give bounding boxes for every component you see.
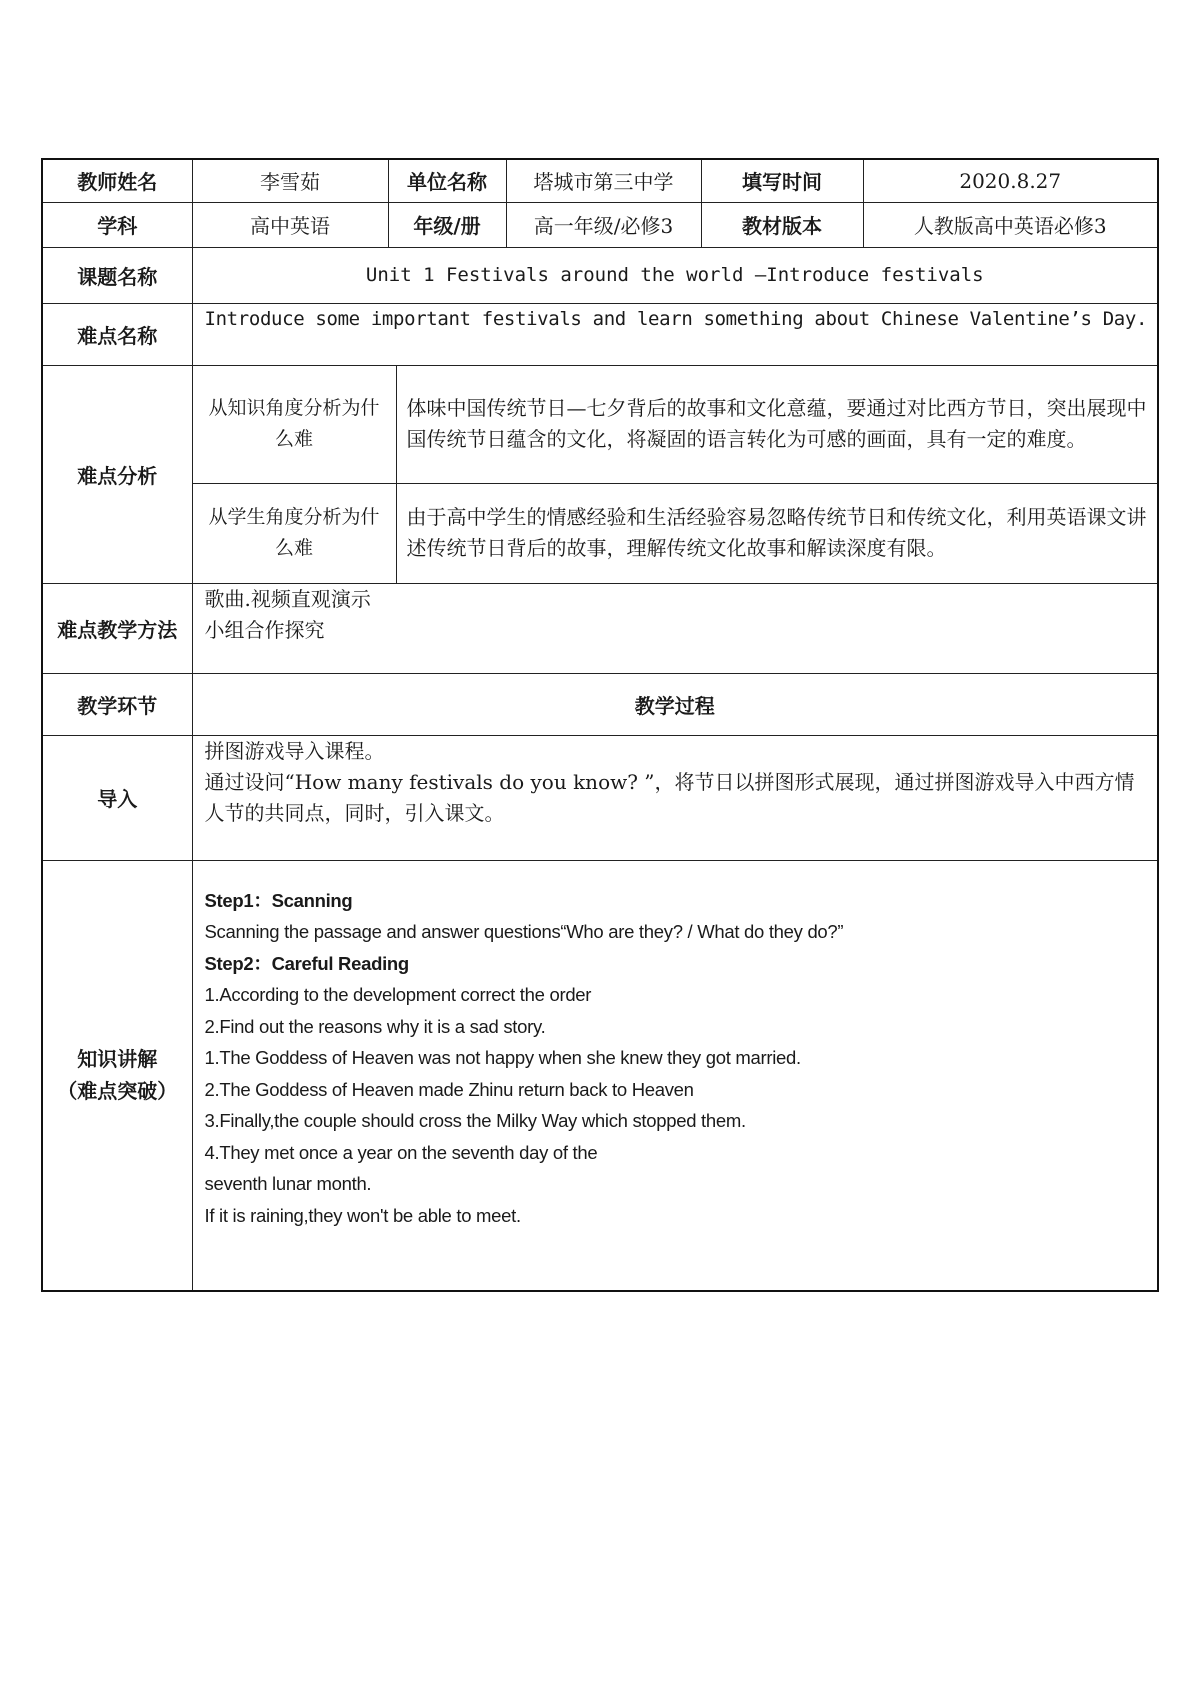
info-row-2 — [42, 202, 1158, 247]
intro-line: 拼图游戏导入课程。 — [204, 738, 385, 763]
difficulty-row — [42, 303, 1158, 365]
subject-label: 学科 — [42, 202, 192, 247]
topic-value: Unit 1 Festivals around the world —Introduce festivals — [192, 247, 1158, 303]
unit-value: 塔城市第三中学 — [506, 159, 701, 202]
student-angle-label: 从学生角度分析为什么难 — [192, 483, 396, 583]
date-value: 2020.8.27 — [863, 159, 1158, 202]
knowledge-line: 2.The Goddess of Heaven made Zhinu return back to Heaven — [204, 1078, 694, 1100]
topic-label: 课题名称 — [42, 247, 192, 303]
student-angle-text: 由于高中学生的情感经验和生活经验容易忽略传统节日和传统文化，利用英语课文讲述传统节日背后的故事，理解传统文化故事和解读深度有限。 — [396, 483, 1158, 583]
step1-heading: Step1：Scanning — [204, 889, 353, 911]
analysis-label: 难点分析 — [42, 365, 192, 583]
knowledge-row — [42, 860, 1158, 1291]
knowledge-line: Scanning the passage and answer questions“Who are they? / What do they do?” — [204, 921, 844, 942]
knowledge-line: 2.Find out the reasons why it is a sad story. — [204, 1015, 546, 1037]
step2-heading: Step2：Careful Reading — [204, 952, 409, 974]
knowledge-content — [192, 860, 1158, 1291]
knowledge-line: 4.They met once a year on the seventh day of the — [204, 1141, 598, 1163]
teacher-value: 李雪茹 — [192, 159, 388, 202]
teacher-label: 教师姓名 — [42, 159, 192, 202]
method-row — [42, 583, 1158, 673]
knowledge-line: 1.The Goddess of Heaven was not happy when she knew they got married. — [204, 1047, 801, 1068]
lesson-table — [41, 158, 1159, 1292]
process-header-row — [42, 673, 1158, 735]
intro-line: 通过设问“How many festivals do you know? ”，将节日以拼图形式展现，通过拼图游戏导入中西方情人节的共同点，同时，引入课文。 — [204, 769, 1135, 825]
method-label: 难点教学方法 — [42, 583, 192, 673]
difficulty-label: 难点名称 — [42, 303, 192, 365]
step-header: 教学环节 — [42, 673, 192, 735]
unit-label: 单位名称 — [388, 159, 506, 202]
method-content — [192, 583, 1158, 673]
intro-row — [42, 735, 1158, 860]
edition-value: 人教版高中英语必修3 — [863, 202, 1158, 247]
grade-value: 高一年级/必修3 — [506, 202, 701, 247]
subject-value: 高中英语 — [192, 202, 388, 247]
topic-row — [42, 247, 1158, 303]
knowledge-label: 知识讲解 — [77, 1047, 158, 1072]
lesson-sheet — [41, 158, 1157, 1292]
knowledge-label-cell — [42, 860, 192, 1291]
knowledge-angle-text: 体味中国传统节日—七夕背后的故事和文化意蕴，要通过对比西方节日，突出展现中国传统节日蕴含的文化，将凝固的语言转化为可感的画面，具有一定的难度。 — [396, 365, 1158, 483]
knowledge-line: 3.Finally,the couple should cross the Milky Way which stopped them. — [204, 1110, 746, 1131]
method-line: 小组合作探究 — [204, 617, 325, 642]
knowledge-line: If it is raining,they won't be able to meet. — [204, 1204, 521, 1226]
knowledge-angle-label: 从知识角度分析为什么难 — [192, 365, 396, 483]
intro-content — [192, 735, 1158, 860]
knowledge-line: 1.According to the development correct the order — [204, 984, 592, 1005]
knowledge-sublabel: （难点突破） — [57, 1079, 178, 1104]
grade-label: 年级/册 — [388, 202, 506, 247]
analysis-student-row — [42, 483, 1158, 583]
process-header: 教学过程 — [192, 673, 1158, 735]
date-label: 填写时间 — [701, 159, 863, 202]
intro-label: 导入 — [42, 735, 192, 860]
method-line: 歌曲.视频直观演示 — [204, 586, 371, 611]
analysis-knowledge-row — [42, 365, 1158, 483]
info-row-1 — [42, 159, 1158, 202]
knowledge-line: seventh lunar month. — [204, 1173, 372, 1194]
difficulty-value: Introduce some important festivals and learn something about Chinese Valentine’s Day. — [192, 303, 1158, 365]
edition-label: 教材版本 — [701, 202, 863, 247]
